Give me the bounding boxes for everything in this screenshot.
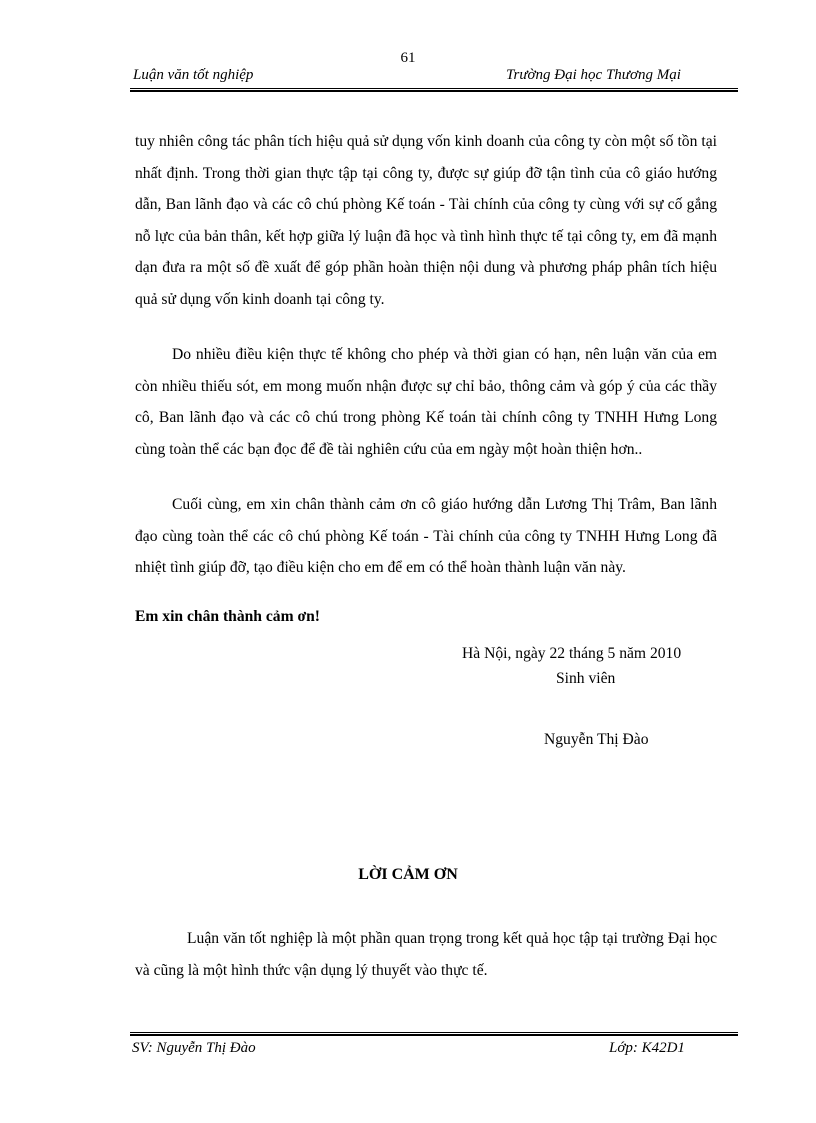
footer-student-label: SV: Nguyễn Thị Đào	[132, 1040, 256, 1056]
signature-date-place: Hà Nội, ngày 22 tháng 5 năm 2010	[462, 645, 682, 662]
closing-thanks: Em xin chân thành cảm ơn!	[135, 608, 320, 625]
page-number: 61	[400, 50, 416, 66]
section-title: LỜI CẢM ƠN	[358, 866, 458, 883]
footer-class-label: Lớp: K42D1	[609, 1040, 685, 1056]
body-paragraph-3: Cuối cùng, em xin chân thành cảm ơn cô giáo hướng dẫn Lương Thị Trâm, Ban lãnh đạo cùng toàn thể các cô chú phòng Kế toán - Tài chính của công ty TNHH Hưng Long đã nhiệt tình giúp đỡ, tạo điều kiện cho em để em có thể hoàn thành luận văn này.	[135, 496, 717, 576]
signature-name: Nguyễn Thị Đào	[544, 731, 649, 748]
header-thesis-label: Luận văn tốt nghiệp	[133, 67, 254, 83]
header-divider	[130, 88, 738, 92]
signature-role: Sinh viên	[556, 670, 616, 687]
body-paragraph-1: tuy nhiên công tác phân tích hiệu quả sử dụng vốn kinh doanh của công ty còn một số tồn tại nhất định. Trong thời gian thực tập tại công ty, được sự giúp đỡ tận tình của cô giáo hướng dẫn, Ban lãnh đạo và các cô chú phòng Kế toán - Tài chính của công ty cùng với sự cố gắng nỗ lực của bản thân, kết hợp giữa lý luận đã học và tình hình thực tế tại công ty, em đã mạnh dạn đưa ra một số đề xuất để góp phần hoàn thiện nội dung và phương pháp phân tích hiệu quả sử dụng vốn kinh doanh tại công ty.	[135, 133, 717, 308]
body-paragraph-2: Do nhiều điều kiện thực tế không cho phép và thời gian có hạn, nên luận văn của em còn nhiều thiếu sót, em mong muốn nhận được sự chỉ bảo, thông cảm và góp ý của các thầy cô, Ban lãnh đạo và các cô chú trong phòng Kế toán tài chính công ty TNHH Hưng Long cùng toàn thể các bạn đọc để đề tài nghiên cứu của em ngày một hoàn thiện hơn..	[135, 346, 717, 458]
section-paragraph: Luận văn tốt nghiệp là một phần quan trọng trong kết quả học tập tại trường Đại học và cũng là một hình thức vận dụng lý thuyết vào thực tế.	[135, 930, 717, 979]
footer-divider	[130, 1032, 738, 1036]
header-university-label: Trường Đại học Thương Mại	[506, 67, 681, 83]
